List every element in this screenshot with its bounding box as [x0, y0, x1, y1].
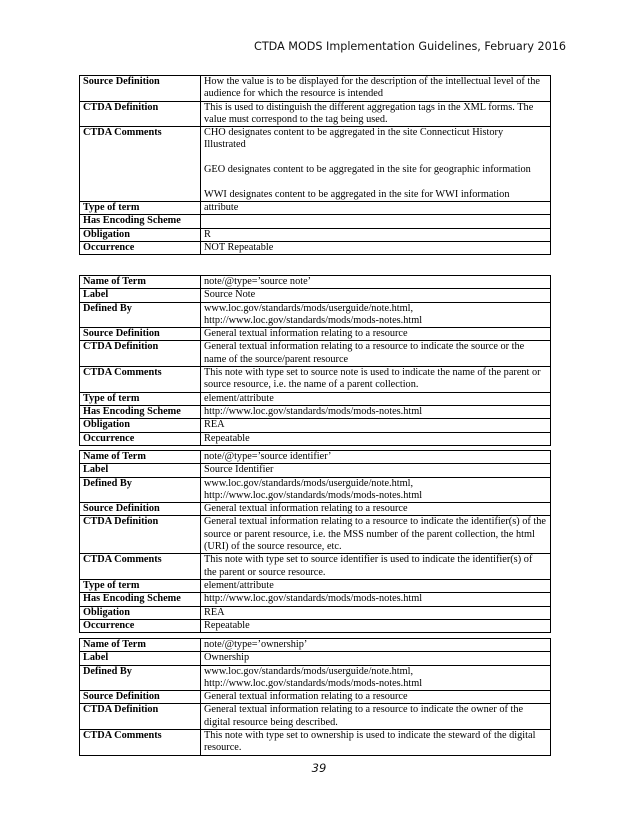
field-value: http://www.loc.gov/standards/mods/mods-notes.html	[201, 405, 551, 418]
table-row	[80, 619, 551, 632]
field-label: Has Encoding Scheme	[80, 593, 201, 606]
table-row	[80, 76, 551, 102]
field-value: How the value is to be displayed for the description of the intellectual level of the audience for which the resource is intended	[201, 76, 551, 102]
table-row	[80, 516, 551, 554]
term-table-source-identifier	[79, 450, 551, 633]
table-row	[80, 276, 551, 289]
table-row	[80, 432, 551, 445]
field-label: CTDA Definition	[80, 516, 201, 554]
field-value: www.loc.gov/standards/mods/userguide/note.html, http://www.loc.gov/standards/mods/mods-notes.html	[201, 302, 551, 328]
table-row	[80, 451, 551, 464]
table-row	[80, 730, 551, 756]
table-row	[80, 606, 551, 619]
table-row	[80, 554, 551, 580]
table-row	[80, 228, 551, 241]
term-table-ownership	[79, 638, 551, 756]
table-row	[80, 665, 551, 691]
field-label: Has Encoding Scheme	[80, 405, 201, 418]
field-label: Occurrence	[80, 432, 201, 445]
field-label: CTDA Comments	[80, 367, 201, 393]
field-value: Repeatable	[201, 619, 551, 632]
field-value: www.loc.gov/standards/mods/userguide/note.html, http://www.loc.gov/standards/mods/mods-notes.html	[201, 665, 551, 691]
field-value: R	[201, 228, 551, 241]
table-row	[80, 302, 551, 328]
table-row	[80, 691, 551, 704]
table-row	[80, 503, 551, 516]
field-value: General textual information relating to a resource	[201, 328, 551, 341]
running-header: CTDA MODS Implementation Guidelines, February 2016	[254, 40, 566, 53]
field-value: This note with type set to source identifier is used to indicate the identifier(s) of the parent or source resource.	[201, 554, 551, 580]
table-row	[80, 289, 551, 302]
field-value: Repeatable	[201, 432, 551, 445]
field-value: REA	[201, 419, 551, 432]
field-label: Label	[80, 464, 201, 477]
field-value: attribute	[201, 201, 551, 214]
field-label: Source Definition	[80, 691, 201, 704]
field-value: General textual information relating to a resource	[201, 691, 551, 704]
field-label: Obligation	[80, 228, 201, 241]
field-value: element/attribute	[201, 392, 551, 405]
field-label: Defined By	[80, 302, 201, 328]
term-table-source-note	[79, 275, 551, 446]
table-row	[80, 419, 551, 432]
field-value: REA	[201, 606, 551, 619]
field-label: Obligation	[80, 606, 201, 619]
field-value: This note with type set to source note is used to indicate the name of the parent or source resource, i.e. the name of a parent collection.	[201, 367, 551, 393]
field-label: Occurrence	[80, 619, 201, 632]
field-value: NOT Repeatable	[201, 241, 551, 254]
field-label: Source Definition	[80, 503, 201, 516]
field-value: This note with type set to ownership is used to indicate the steward of the digital resource.	[201, 730, 551, 756]
table-row	[80, 101, 551, 127]
field-value: note/@type=’ownership’	[201, 639, 551, 652]
field-value: element/attribute	[201, 579, 551, 592]
table-row	[80, 201, 551, 214]
field-label: Occurrence	[80, 241, 201, 254]
table-row	[80, 127, 551, 202]
field-label: Name of Term	[80, 451, 201, 464]
field-value: note/@type=’source identifier’	[201, 451, 551, 464]
field-value	[201, 215, 551, 228]
field-value: Source Identifier	[201, 464, 551, 477]
table-row	[80, 328, 551, 341]
field-value: General textual information relating to a resource to indicate the identifier(s) of the source or parent resource, i.e. the MSS number of the parent collection, the html (URI) of the source resource, etc.	[201, 516, 551, 554]
table-row	[80, 477, 551, 503]
field-label: CTDA Comments	[80, 730, 201, 756]
field-value: General textual information relating to a resource to indicate the source or the name of the source/parent resource	[201, 341, 551, 367]
term-table-aggregation	[79, 75, 551, 255]
field-label: CTDA Definition	[80, 704, 201, 730]
field-label: Source Definition	[80, 76, 201, 102]
table-row	[80, 241, 551, 254]
field-label: Label	[80, 289, 201, 302]
field-value: Source Note	[201, 289, 551, 302]
table-row	[80, 579, 551, 592]
field-value: General textual information relating to a resource	[201, 503, 551, 516]
field-label: Has Encoding Scheme	[80, 215, 201, 228]
table-row	[80, 464, 551, 477]
field-value: Ownership	[201, 652, 551, 665]
field-value: http://www.loc.gov/standards/mods/mods-notes.html	[201, 593, 551, 606]
field-value: CHO designates content to be aggregated in the site Connecticut History Illustrated GEO designates content to be aggregated in the site for geographic information WWI designates content to be aggregated in the site for WWI information	[201, 127, 551, 202]
field-label: Source Definition	[80, 328, 201, 341]
field-value: www.loc.gov/standards/mods/userguide/note.html, http://www.loc.gov/standards/mods/mods-notes.html	[201, 477, 551, 503]
field-label: Type of term	[80, 392, 201, 405]
field-label: Defined By	[80, 665, 201, 691]
table-row	[80, 341, 551, 367]
field-label: CTDA Comments	[80, 554, 201, 580]
field-label: Type of term	[80, 201, 201, 214]
table-row	[80, 215, 551, 228]
field-value: General textual information relating to a resource to indicate the owner of the digital resource being described.	[201, 704, 551, 730]
table-row	[80, 704, 551, 730]
field-label: Name of Term	[80, 276, 201, 289]
table-row	[80, 652, 551, 665]
field-label: Label	[80, 652, 201, 665]
table-row	[80, 367, 551, 393]
field-label: CTDA Definition	[80, 101, 201, 127]
field-label: CTDA Comments	[80, 127, 201, 202]
table-row	[80, 593, 551, 606]
field-label: Type of term	[80, 579, 201, 592]
field-value: This is used to distinguish the different aggregation tags in the XML forms. The value must correspond to the tag being used.	[201, 101, 551, 127]
table-row	[80, 405, 551, 418]
page-number: 39	[311, 761, 327, 775]
table-row	[80, 639, 551, 652]
field-label: Name of Term	[80, 639, 201, 652]
field-value: note/@type=’source note’	[201, 276, 551, 289]
field-label: CTDA Definition	[80, 341, 201, 367]
field-label: Defined By	[80, 477, 201, 503]
table-row	[80, 392, 551, 405]
field-label: Obligation	[80, 419, 201, 432]
